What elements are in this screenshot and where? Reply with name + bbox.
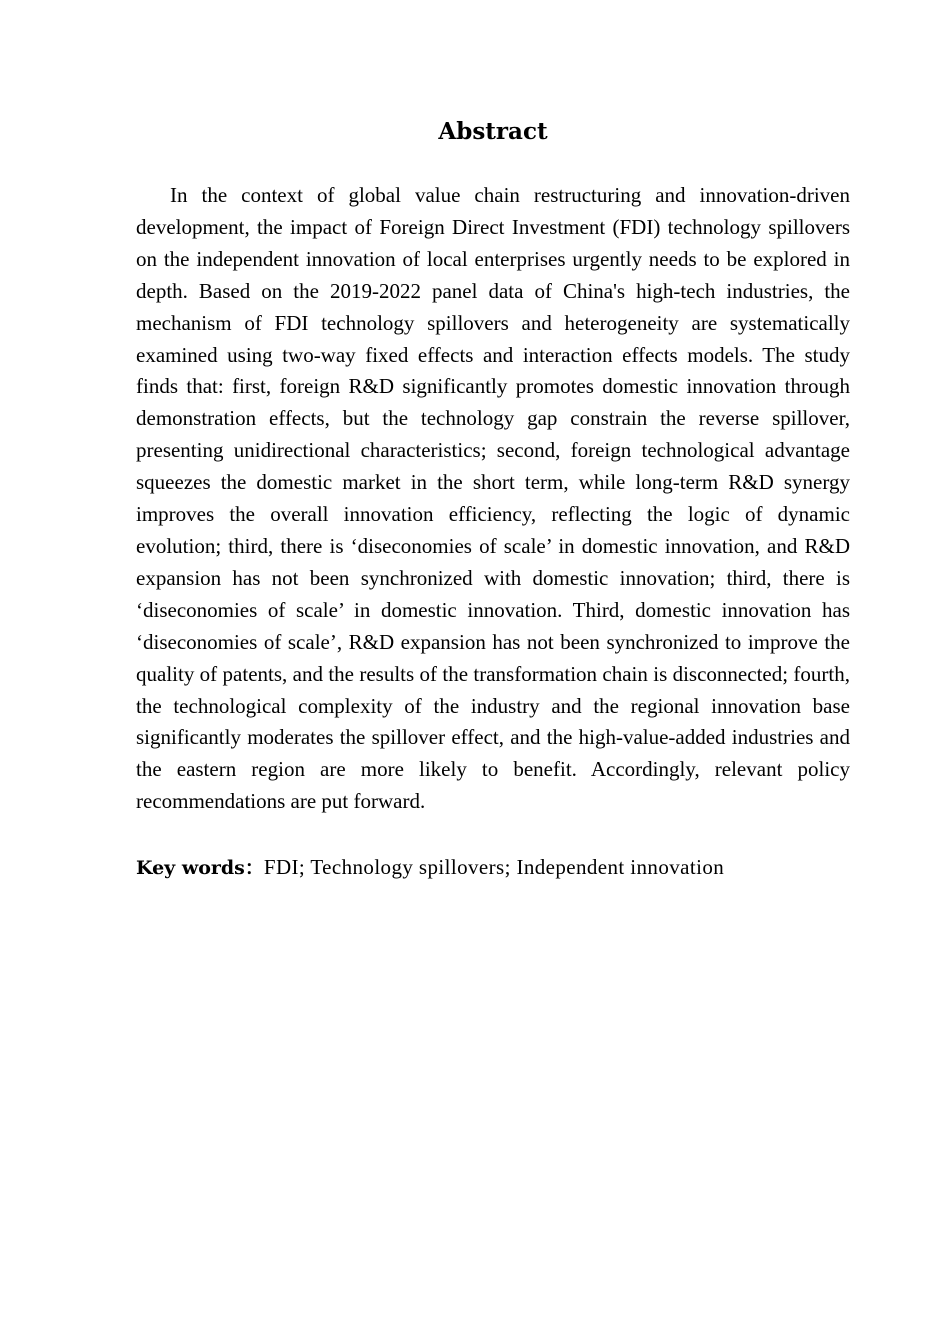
keywords-line <box>136 851 850 884</box>
abstract-paragraph: In the context of global value chain restructuring and innovation-driven development, the impact of Foreign Direct Investment (FDI) technology spillovers on the independent innovation of local enterprises urgently needs to be explored in depth. Based on the 2019-2022 panel data of China's high-tech industries, the mechanism of FDI technology spillovers and heterogeneity are systematically examined using two-way fixed effects and interaction effects models. The study finds that: first, foreign R&D significantly promotes domestic innovation through demonstration effects, but the technology gap constrain the reverse spillover, presenting unidirectional characteristics; second, foreign technological advantage squeezes the domestic market in the short term, while long-term R&D synergy improves the overall innovation efficiency, reflecting the logic of dynamic evolution; third, there is ‘diseconomies of scale’ in domestic innovation, and R&D expansion has not been synchronized with domestic innovation; third, there is ‘diseconomies of scale’ in domestic innovation. Third, domestic innovation has ‘diseconomies of scale’, R&D expansion has not been synchronized to improve the quality of patents, and the results of the transformation chain is disconnected; fourth, the technological complexity of the industry and the regional innovation base significantly moderates the spillover effect, and the high-value-added industries and the eastern region are more likely to benefit. Accordingly, relevant policy recommendations are put forward. <box>136 183 850 814</box>
abstract-title: Abstract <box>438 118 548 145</box>
keywords-value: FDI; Technology spillovers; Independent innovation <box>263 855 725 879</box>
keywords-label: Key words： <box>136 857 264 879</box>
